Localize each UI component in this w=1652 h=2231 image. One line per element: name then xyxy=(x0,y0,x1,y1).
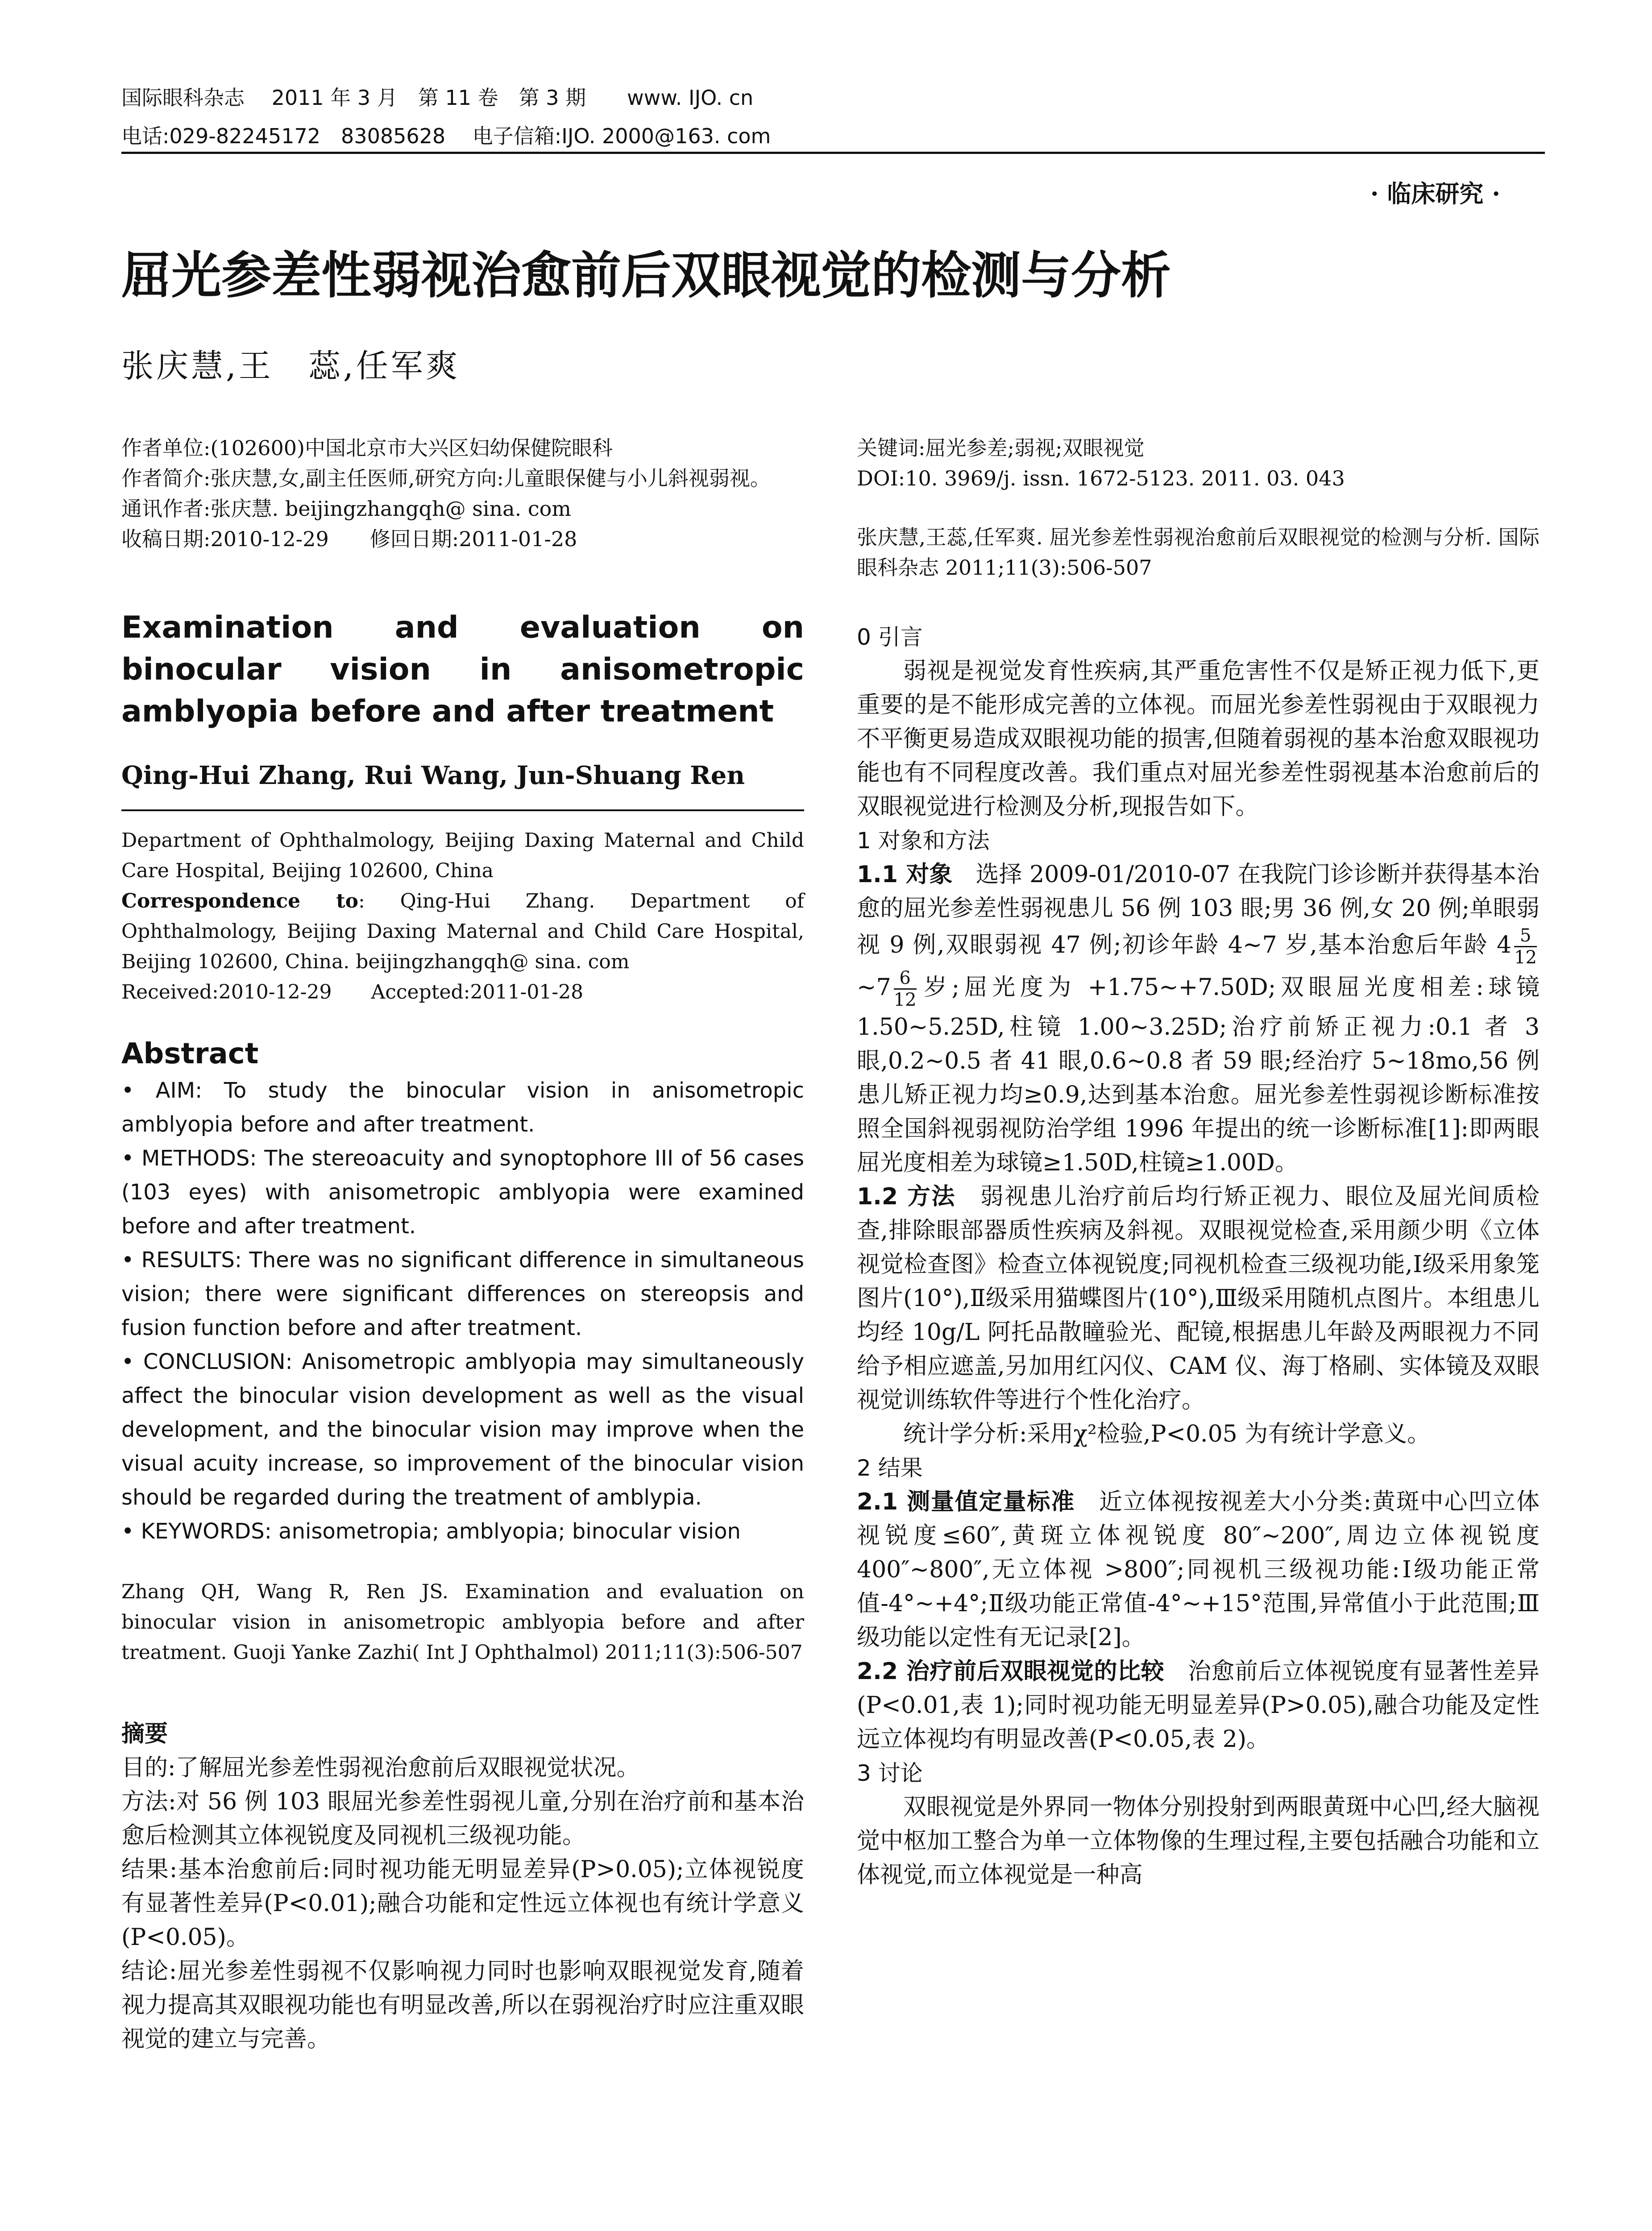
affiliation-en: Department of Ophthalmology, Beijing Daxing Maternal and Child Care Hospital, Beijing 102600, China xyxy=(121,829,804,882)
correspondence-label: Correspondence to xyxy=(121,890,358,912)
abstract-conclusion-en: • CONCLUSION: Anisometropic amblyopia may simultaneously affect the binocular vision development as well as the visual development, and the binocular vision may improve when the visual acuity increase, so improvement of the binocular vision should be regarded during the treatment of amblypia. xyxy=(121,1349,804,1510)
authors-cn: 张庆慧,王 蕊,任军爽 xyxy=(121,347,461,385)
section-0-heading: 0 引言 xyxy=(857,624,923,650)
abstract-aim-cn: 目的:了解屈光参差性弱视治愈前后双眼视觉状况。 xyxy=(121,1754,640,1781)
journal-header-line1: 国际眼科杂志 2011 年 3 月 第 11 卷 第 3 期 www. IJO. cn xyxy=(121,86,754,110)
corresponding-author: 通讯作者:张庆慧. beijingzhangqh@ sina. com xyxy=(121,497,571,521)
correspondence-en: : Qing-Hui Zhang. Department of Ophthalmology, Beijing Daxing Maternal and Child Care Hospital, Beijing 102600, China. beijingzhangqh@ sina. com xyxy=(121,890,805,973)
section-1-1-label: 1.1 对象 xyxy=(857,861,953,888)
author-bio: 作者简介:张庆慧,女,副主任医师,研究方向:儿童眼保健与小儿斜视弱视。 xyxy=(121,466,771,490)
abstract-keywords-en: • KEYWORDS: anisometropia; amblyopia; binocular vision xyxy=(121,1519,741,1544)
abstract-methods-en: • METHODS: The stereoacuity and synoptophore III of 56 cases (103 eyes) with anisometropic amblyopia were examined before and after treatment. xyxy=(121,1146,804,1239)
left-column xyxy=(121,433,804,2056)
abstract-methods-cn: 方法:对 56 例 103 眼屈光参差性弱视儿童,分别在治疗前和基本治愈后检测其立体视锐度及同视机三级视功能。 xyxy=(121,1788,804,1849)
doi: DOI:10. 3969/j. issn. 1672-5123. 2011. 03. 043 xyxy=(857,466,1345,490)
age-fraction-1-num: 5 xyxy=(1514,925,1537,947)
age-fraction-1-den: 12 xyxy=(1514,947,1537,968)
section-1-2-label: 1.2 方法 xyxy=(857,1183,956,1210)
article-title-cn: 屈光参差性弱视治愈前后双眼视觉的检测与分析 xyxy=(121,247,1171,305)
abstract-heading-en: Abstract xyxy=(121,1037,259,1070)
abstract-results-en: • RESULTS: There was no significant difference in simultaneous vision; there were significant differences on stereopsis and fusion function before and after treatment. xyxy=(121,1248,804,1340)
section-1-1-text-c: 岁;屈光度为 +1.75~+7.50D;双眼屈光度相差:球镜 1.50~5.25D,柱镜 1.00~3.25D;治疗前矫正视力:0.1 者 3 眼,0.2~0.5 者 41 眼,0.6~0.8 者 59 眼;经治疗 5~18mo,56 例患儿矫正视力均≥0.9,达到基本治愈。屈光参差性弱视诊断标准按照全国斜视弱视防治学组 1996 年提出的统一诊断标准[1]:即两眼屈光度相差为球镜≥1.50D,柱镜≥1.00D。 xyxy=(857,974,1540,1176)
statistics-paragraph: 统计学分析:采用χ²检验,P<0.05 为有统计学意义。 xyxy=(903,1421,1431,1447)
article-title-en: Examination and evaluation on binocular vision in anisometropic amblyopia before and after treatment xyxy=(121,610,804,729)
section-0-paragraph: 弱视是视觉发育性疾病,其严重危害性不仅是矫正视力低下,更重要的是不能形成完善的立体视。而屈光参差性弱视由于双眼视力不平衡更易造成双眼视功能的损害,但随着弱视的基本治愈双眼视功能也有不同程度改善。我们重点对屈光参差性弱视基本治愈前后的双眼视觉进行检测及分析,现报告如下。 xyxy=(857,658,1540,820)
abstract-aim-en: • AIM: To study the binocular vision in anisometropic amblyopia before and after treatment. xyxy=(121,1078,804,1137)
section-3-heading: 3 讨论 xyxy=(857,1760,923,1786)
age-fraction-2-num: 6 xyxy=(894,968,917,990)
header-rule xyxy=(121,152,1545,154)
section-1-heading: 1 对象和方法 xyxy=(857,828,990,854)
received-dates: 收稿日期:2010-12-29 修回日期:2011-01-28 xyxy=(121,527,577,551)
abstract-heading-cn: 摘要 xyxy=(121,1721,168,1747)
age-fraction-1 xyxy=(1514,925,1537,968)
section-2-2-text: 治愈前后立体视锐度有显著性差异(P<0.01,表 1);同时视功能无明显差异(P>0.05),融合功能及定性远立体视均有明显改善(P<0.05,表 2)。 xyxy=(857,1658,1540,1753)
section-1-1-text-b: ~7 xyxy=(857,974,891,1001)
section-1-1-text-a: 选择 2009-01/2010-07 在我院门诊诊断并获得基本治愈的屈光参差性弱视患儿 56 例 103 眼;男 36 例,女 20 例;单眼弱视 9 例,双眼弱视 47 例;初诊年龄 4~7 岁,基本治愈后年龄 4 xyxy=(857,861,1540,958)
authors-en: Qing-Hui Zhang, Rui Wang, Jun-Shuang Ren xyxy=(121,761,745,790)
age-fraction-2-den: 12 xyxy=(893,990,917,1010)
authors-rule xyxy=(121,793,804,811)
journal-header-line2: 电话:029-82245172 83085628 电子信箱:IJO. 2000@163. com xyxy=(121,124,771,148)
received-accepted-en: Received:2010-12-29 Accepted:2011-01-28 xyxy=(121,981,584,1004)
citation-cn: 张庆慧,王蕊,任军爽. 屈光参差性弱视治愈前后双眼视觉的检测与分析. 国际眼科杂志 2011;11(3):506-507 xyxy=(857,525,1540,580)
right-column xyxy=(857,433,1540,1892)
citation-en: Zhang QH, Wang R, Ren JS. Examination and evaluation on binocular vision in anisometropic amblyopia before and after treatment. Guoji Yanke Zazhi( Int J Ophthalmol) 2011;11(3):506-507 xyxy=(121,1580,804,1664)
keywords-cn: 关键词:屈光参差;弱视;双眼视觉 xyxy=(857,436,1145,460)
section-label: · 临床研究 · xyxy=(1370,179,1500,208)
abstract-results-cn: 结果:基本治愈前后:同时视功能无明显差异(P>0.05);立体视锐度有显著性差异(P<0.01);融合功能和定性远立体视也有统计学意义(P<0.05)。 xyxy=(121,1856,804,1951)
section-2-1-text: 近立体视按视差大小分类:黄斑中心凹立体视锐度≤60″,黄斑立体视锐度 80″~200″,周边立体视锐度 400″~800″,无立体视 >800″;同视机三级视功能:Ⅰ级功能正常值-4°~+4°;Ⅱ级功能正常值-4°~+15°范围,异常值小于此范围;Ⅲ级功能以定性有无记录[2]。 xyxy=(857,1489,1540,1651)
section-2-2-label: 2.2 治疗前后双眼视觉的比较 xyxy=(857,1658,1165,1685)
author-unit: 作者单位:(102600)中国北京市大兴区妇幼保健院眼科 xyxy=(121,436,613,460)
section-2-heading: 2 结果 xyxy=(857,1455,923,1481)
section-2-1-label: 2.1 测量值定量标准 xyxy=(857,1489,1075,1515)
abstract-conclusion-cn: 结论:屈光参差性弱视不仅影响视力同时也影响双眼视觉发育,随着视力提高其双眼视功能也有明显改善,所以在弱视治疗时应注重双眼视觉的建立与完善。 xyxy=(121,1958,804,2053)
age-fraction-2 xyxy=(894,968,917,1010)
section-1-2-text: 弱视患儿治疗前后均行矫正视力、眼位及屈光间质检查,排除眼部器质性疾病及斜视。双眼视觉检查,采用颜少明《立体视觉检查图》检查立体视锐度;同视机检查三级视功能,Ⅰ级采用象笼图片(10°),Ⅱ级采用猫蝶图片(10°),Ⅲ级采用随机点图片。本组患儿均经 10g/L 阿托品散瞳验光、配镜,根据患儿年龄及两眼视力不同给予相应遮盖,另加用红闪仪、CAM 仪、海丁格刷、实体镜及双眼视觉训练软件等进行个性化治疗。 xyxy=(857,1183,1540,1414)
section-3-paragraph: 双眼视觉是外界同一物体分别投射到两眼黄斑中心凹,经大脑视觉中枢加工整合为单一立体物像的生理过程,主要包括融合功能和立体视觉,而立体视觉是一种高 xyxy=(857,1794,1540,1888)
